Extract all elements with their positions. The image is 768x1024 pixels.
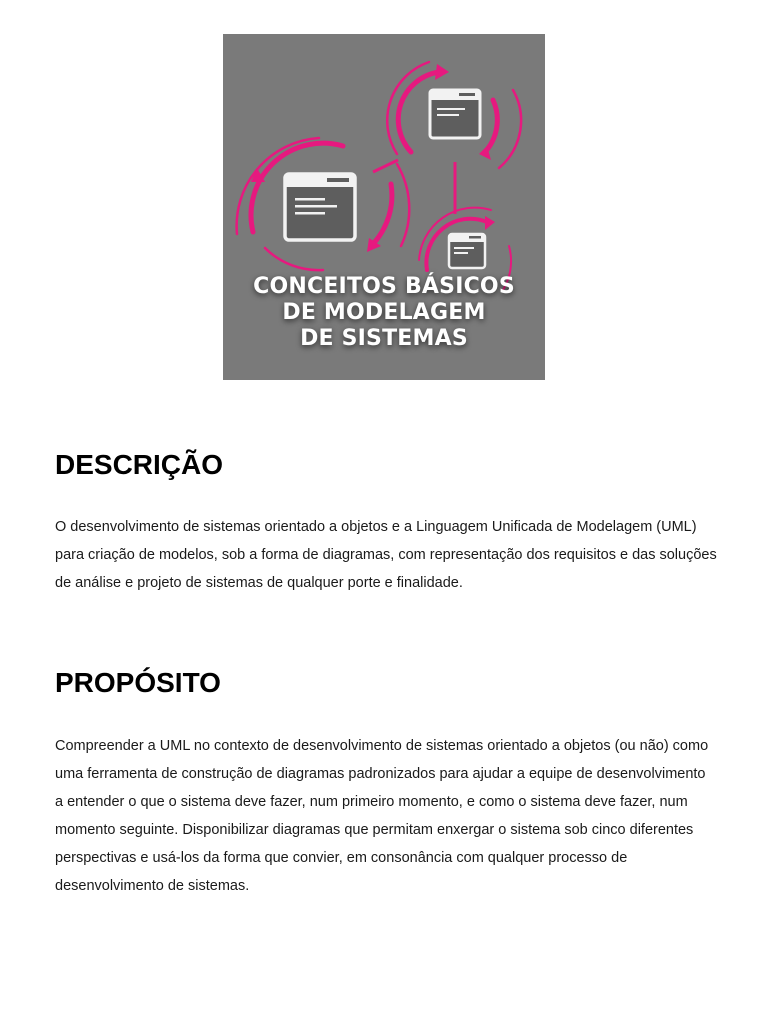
section-heading-proposito: PROPÓSITO bbox=[55, 667, 221, 698]
section-body-descricao: O desenvolvimento de sistemas orientado a objetos e a Linguagem Unificada de Modelagem (UML) para criação de modelos, sob a forma de diagramas, com representação dos requisitos e das soluções de análise e projeto de sistemas de qualquer porte e finalidade. bbox=[55, 519, 717, 591]
window-icon bbox=[285, 174, 355, 240]
section-body-proposito: Compreender a UML no contexto de desenvolvimento de sistemas orientado a objetos (ou não) como uma ferramenta de construção de diagramas padronizados para ajudar a equipe de desenvolvimento a entender o que o sistema deve fazer, num primeiro momento, e como o sistema deve fazer, num momento seguinte. Disponibilizar diagramas que permitam enxergar o sistema sob cinco diferentes perspectivas e usá-los da forma que convier, em consonância com qualquer processo de desenvolvimento de sistemas. bbox=[55, 738, 709, 894]
cover-title-line: CONCEITOS BÁSICOS bbox=[253, 274, 515, 299]
window-icon bbox=[430, 90, 480, 138]
cover-title-line: DE SISTEMAS bbox=[300, 326, 468, 351]
cover-image bbox=[223, 34, 545, 380]
connector-line bbox=[373, 160, 398, 172]
section-heading-descricao: DESCRIÇÃO bbox=[55, 449, 224, 480]
window-icon bbox=[449, 234, 485, 268]
cover-title bbox=[223, 274, 545, 352]
cover-title-line: DE MODELAGEM bbox=[282, 300, 486, 325]
